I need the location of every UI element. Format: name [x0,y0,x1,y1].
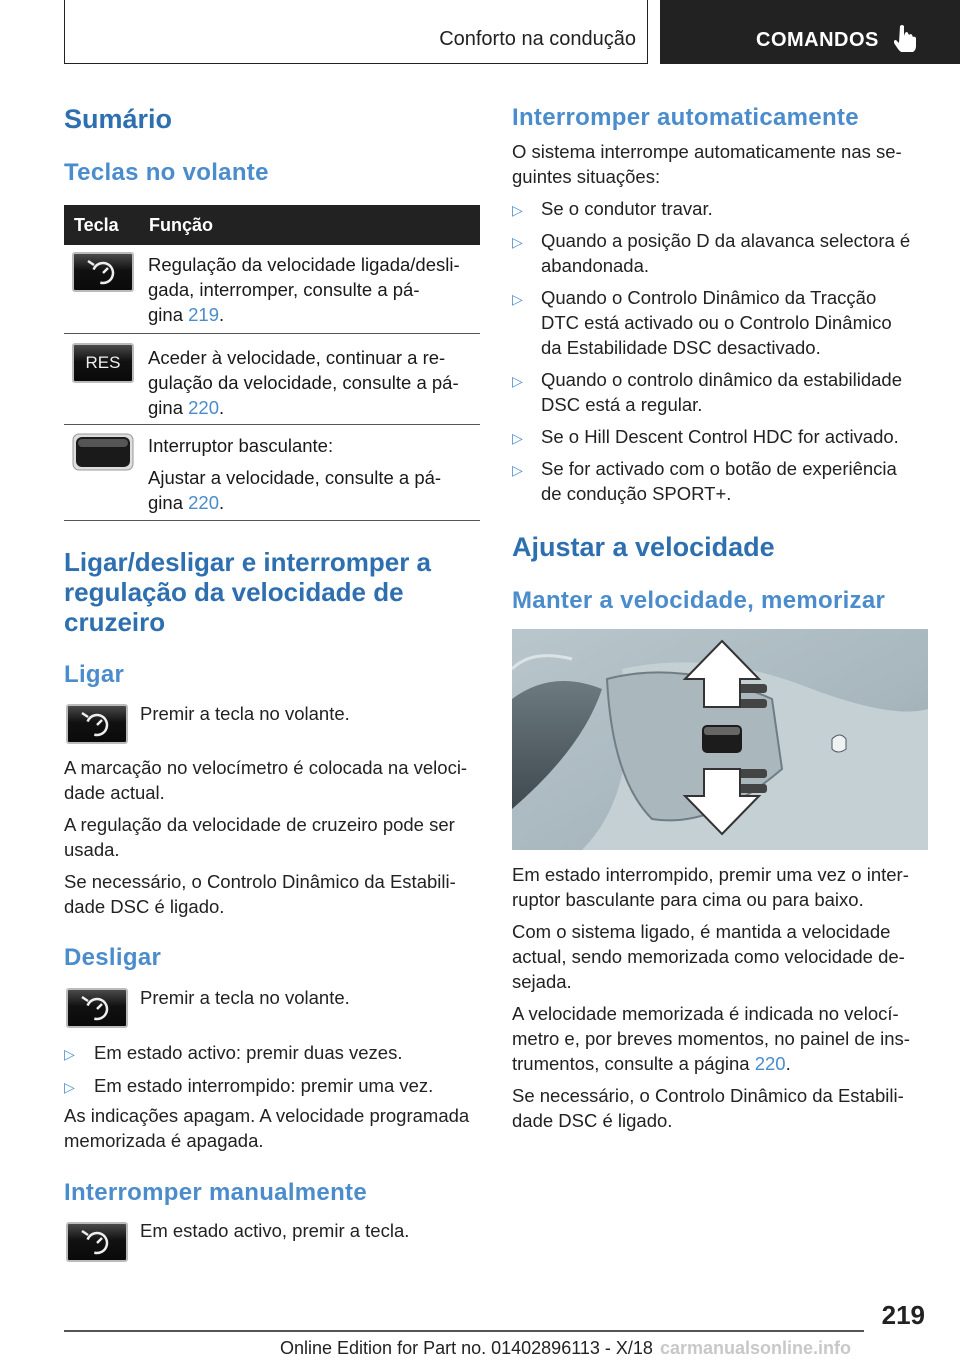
table-divider [64,520,480,521]
section-title-auto: Interromper automaticamente [512,104,859,131]
bullet-triangle-icon: ▷ [512,202,523,218]
bullet-item: ▷ Em estado interrompido: premir uma vez. [64,1075,434,1096]
paragraph: Com o sistema ligado, é mantida a velocidade actual, sendo memorizada como velocidade de- sejada. [512,921,905,992]
instruction-text: Premir a tecla no volante. [140,703,350,724]
table-divider [64,333,480,334]
res-key-icon: RES [72,343,134,383]
row-text-line: Interruptor basculante: [148,435,334,456]
bullet-item: ▷ Quando o Controlo Dinâmico da Tracção DTC está activado ou o Controlo Dinâmico da Estabilidade DSC desactivado. [512,287,892,358]
table-header-key: Tecla [74,215,119,235]
section-title-on-off: Ligar/desligar e interromper a regulação da velocidade de cruzeiro [64,547,432,637]
page-link[interactable]: 219 [188,304,219,325]
page-number: 219 [881,1300,925,1330]
subsection-title-on: Ligar [64,661,125,688]
subsection-title-off: Desligar [64,944,162,971]
bullet-item: ▷ Quando o controlo dinâmico da estabilidade DSC está a regular. [512,369,902,415]
row-text-line: Regulação da velocidade ligada/desli- [148,254,460,275]
bullet-triangle-icon: ▷ [512,430,523,446]
header-tab-label: COMANDOS [756,29,879,51]
instruction-text: Em estado activo, premir a tecla. [140,1220,410,1241]
row-text-line: gada, interromper, consulte a pá- [148,279,420,300]
subsection-title-keep: Manter a velocidade, memorizar [512,587,886,614]
rocker-switch-icon [72,432,134,472]
bullet-item: ▷ Quando a posição D da alavanca selectora é abandonada. [512,230,911,276]
row-text-line: Aceder à velocidade, continuar a re- [148,347,446,368]
row-text-line: gina 220. [148,397,225,418]
table-divider [64,424,480,425]
row-text-line: gina 220. [148,492,225,513]
bullet-triangle-icon: ▷ [512,234,523,250]
cruise-control-key-icon [66,1222,128,1262]
pointing-hand-icon [894,24,918,52]
page-link[interactable]: 220 [188,492,219,513]
header-section-title: Conforto na condução [439,28,636,50]
paragraph: A velocidade memorizada é indicada no velocí- metro e, por breves momentos, no painel de ins- trumentos, consulte a página 220. [512,1003,910,1074]
header-tab[interactable] [660,0,960,64]
page-link[interactable]: 220 [754,1053,786,1074]
bullet-item: ▷ Em estado activo: premir duas vezes. [64,1042,403,1063]
section-title-keys: Teclas no volante [64,159,269,186]
instruction-text: Premir a tecla no volante. [140,987,350,1008]
paragraph: Se necessário, o Controlo Dinâmico da Estabili- dade DSC é ligado. [512,1085,904,1131]
page-link[interactable]: 220 [188,397,219,418]
bullet-triangle-icon: ▷ [512,462,523,478]
footer-rule [64,1330,864,1332]
bullet-item: ▷ Se for activado com o botão de experiência de condução SPORT+. [512,458,897,504]
paragraph: A marcação no velocímetro é colocada na veloci- dade actual. [64,757,468,803]
table-row [148,345,473,420]
bullet-triangle-icon: ▷ [64,1046,75,1062]
paragraph: O sistema interrompe automaticamente nas se- guintes situações: [512,141,902,187]
paragraph: Em estado interrompido, premir uma vez o inter- ruptor basculante para cima ou para baixo. [512,864,909,910]
row-text-line: Ajustar a velocidade, consulte a pá- [148,467,442,488]
bullet-item: ▷ Se o Hill Descent Control HDC for activado. [512,426,899,447]
page-title: Sumário [64,104,173,134]
table-row [148,433,473,515]
row-text-line: gulação da velocidade, consulte a pá- [148,372,459,393]
table-header-function: Função [149,215,214,235]
cruise-control-key-icon [66,704,128,744]
subsection-title-manual: Interromper manualmente [64,1179,367,1206]
table-row [148,252,473,327]
section-title-adjust: Ajustar a velocidade [512,532,775,562]
footer-edition: Online Edition for Part no. 01402896113 - X/18 carmanualsonline.info [280,1338,851,1358]
steering-wheel-illustration [512,629,928,850]
paragraph: As indicações apagam. A velocidade programada memorizada é apagada. [64,1105,470,1151]
paragraph: Se necessário, o Controlo Dinâmico da Estabili- dade DSC é ligado. [64,871,456,917]
cruise-control-key-icon [66,988,128,1028]
cruise-control-key-icon [72,252,134,292]
bullet-triangle-icon: ▷ [512,373,523,389]
bullet-triangle-icon: ▷ [512,291,523,307]
watermark: carmanualsonline.info [659,1338,851,1358]
bullet-triangle-icon: ▷ [64,1079,75,1095]
row-text-line: gina 219. [148,304,225,325]
paragraph: A regulação da velocidade de cruzeiro pode ser usada. [64,814,455,860]
bullet-item: ▷ Se o condutor travar. [512,198,713,219]
table-header [64,205,480,245]
